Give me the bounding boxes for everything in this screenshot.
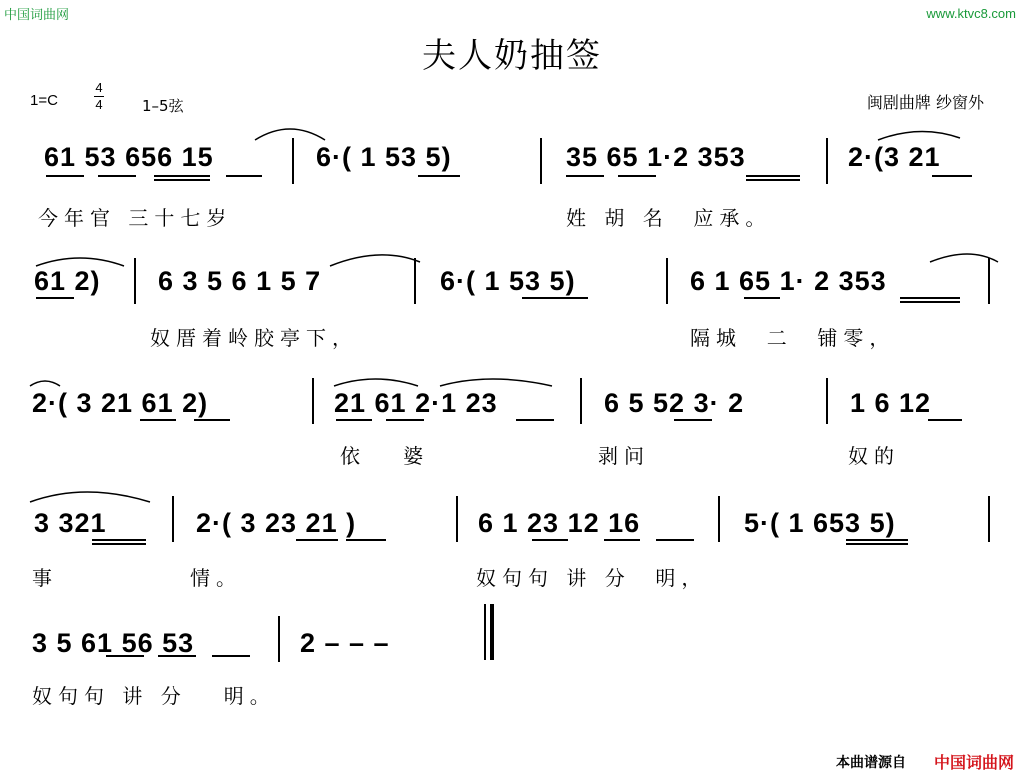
measure-10: 21 61 2·1 23 bbox=[334, 388, 498, 418]
slur-arc bbox=[334, 379, 418, 386]
slur-arc bbox=[878, 131, 960, 140]
footer-credit: 本曲谱源自 bbox=[836, 755, 906, 771]
measure-5: 61 2) bbox=[34, 266, 101, 296]
measure-3: 35 65 1·2 353 bbox=[566, 142, 746, 172]
watermark-right: www.ktvc8.com bbox=[926, 6, 1016, 21]
lyric-line: 情。 bbox=[190, 566, 242, 590]
lyric-line: 奴厝着岭胶亭下， bbox=[150, 326, 358, 350]
slur-arc bbox=[30, 492, 150, 502]
measure-12: 1 6 12 bbox=[850, 388, 932, 418]
measure-6: 6 3 5 6 1 5 7 bbox=[158, 266, 322, 296]
lyric-line: 剥问 bbox=[598, 444, 650, 468]
measure-16: 5·( 1 653 5) bbox=[744, 508, 896, 538]
lyric-line: 今年官 三十七岁 bbox=[38, 206, 233, 230]
time-signature-top: 4 bbox=[95, 80, 103, 95]
lyric-line: 奴句句 讲 分 明。 bbox=[32, 684, 276, 708]
measure-2: 6·( 1 53 5) bbox=[316, 142, 452, 172]
watermark-left: 中国词曲网 bbox=[4, 8, 70, 23]
measure-17: 3 5 61 56 53 bbox=[32, 628, 195, 658]
measure-18: 2 – – – bbox=[300, 628, 390, 658]
slur-arc bbox=[255, 129, 325, 140]
measure-14: 2·( 3 23 21 ) bbox=[196, 508, 357, 538]
slur-arc bbox=[36, 258, 124, 266]
lyric-line: 隔城 二 铺零， bbox=[690, 326, 896, 350]
measure-9: 2·( 3 21 61 2) bbox=[32, 388, 209, 418]
slur-arc bbox=[30, 381, 60, 386]
tune-source: 闽剧曲牌 纱窗外 bbox=[866, 93, 984, 112]
measure-1: 61 53 656 15 bbox=[44, 142, 214, 172]
footer-site: 中国词曲网 bbox=[933, 753, 1014, 772]
slur-arc bbox=[440, 379, 552, 386]
slur-arc bbox=[930, 254, 998, 262]
string-indication: 1–5弦 bbox=[142, 97, 184, 115]
lyric-line: 姓 胡 名 应承。 bbox=[566, 206, 772, 230]
measure-15: 6 1 23 12 16 bbox=[478, 508, 641, 538]
time-signature-bottom: 4 bbox=[95, 97, 103, 112]
slur-arc bbox=[330, 255, 420, 266]
lyric-line: 事 bbox=[32, 566, 58, 590]
lyric-line: 奴句句 讲 分 明， bbox=[476, 566, 708, 590]
song-title: 夫人奶抽签 bbox=[422, 36, 602, 76]
lyric-line: 依 婆 bbox=[340, 444, 430, 468]
measure-7: 6·( 1 53 5) bbox=[440, 266, 576, 296]
measure-13: 3 321 bbox=[34, 508, 107, 538]
lyric-line: 奴的 bbox=[848, 444, 900, 468]
measure-4: 2·(3 21 bbox=[848, 142, 941, 172]
measure-8: 6 1 65 1· 2 353 bbox=[690, 266, 887, 296]
measure-11: 6 5 52 3· 2 bbox=[604, 388, 745, 418]
key-signature: 1=C bbox=[30, 92, 58, 109]
